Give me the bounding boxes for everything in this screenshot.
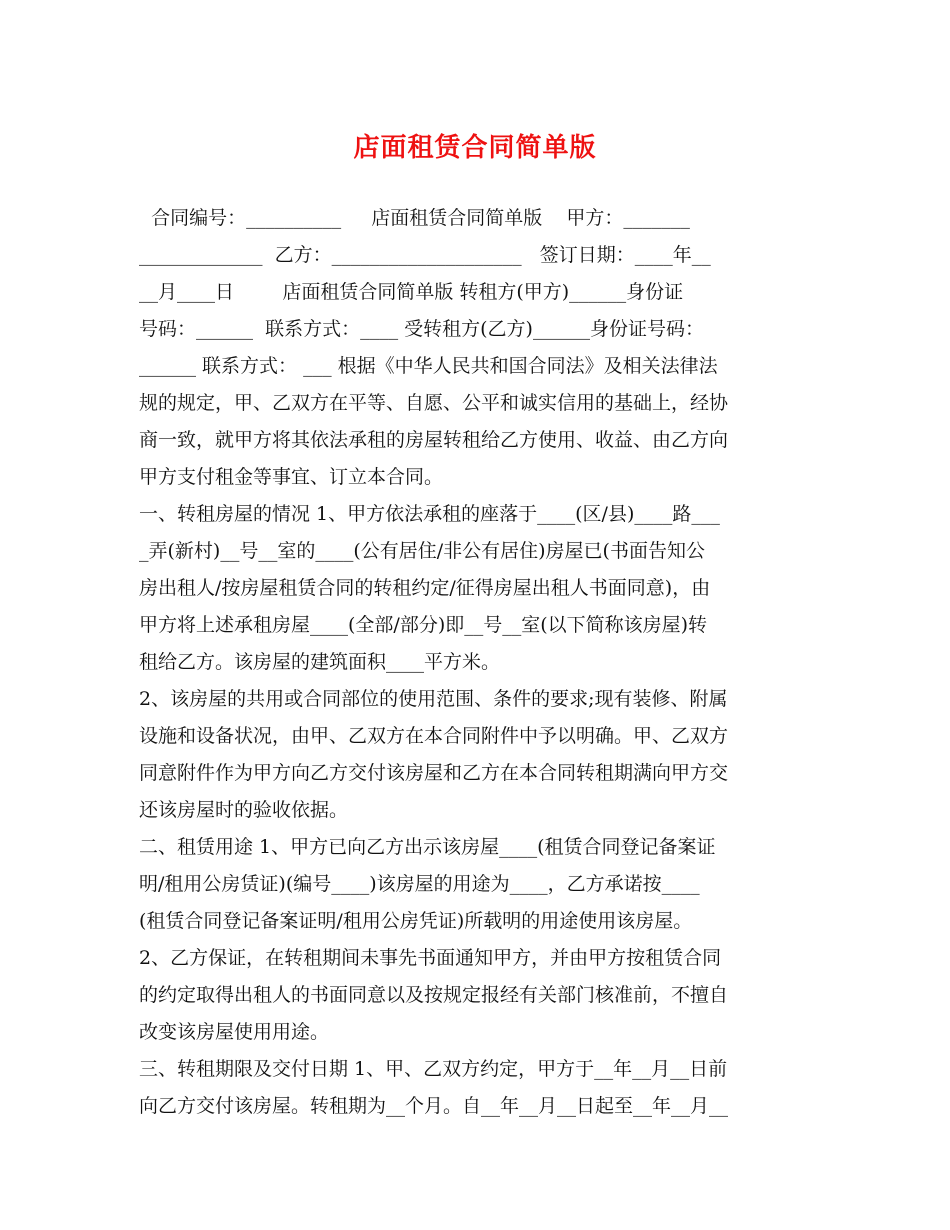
text-line: 2、该房屋的共用或合同部位的使用范围、条件的要求;现有装修、附属 bbox=[139, 688, 728, 710]
text-line: 设施和设备状况，由甲、乙双方在本合同附件中予以明确。甲、乙双方 bbox=[139, 725, 729, 747]
text-line: _____________ 乙方：____________________ 签订日期：____年__ bbox=[139, 244, 711, 266]
text-line: 号码：______ 联系方式：____ 受转租方(乙方)______身份证号码： bbox=[139, 318, 704, 340]
text-line: (租赁合同登记备案证明/租用公房凭证)所载明的用途使用该房屋。 bbox=[139, 910, 693, 932]
text-line: ______ 联系方式： ___ 根据《中华人民共和国合同法》及相关法律法 bbox=[139, 355, 718, 377]
text-line: 明/租用公房赁证)(编号____)该房屋的用途为____，乙方承诺按____ bbox=[139, 873, 700, 895]
text-line: 的约定取得出租人的书面同意以及按规定报经有关部门核准前，不擅自 bbox=[139, 984, 729, 1006]
text-line: 甲方将上述承租房屋____(全部/部分)即__号__室(以下简称该房屋)转 bbox=[139, 614, 708, 636]
text-line: 向乙方交付该房屋。转租期为__个月。自__年__月__日起至__年__月__ bbox=[139, 1095, 729, 1117]
document-body bbox=[139, 200, 814, 1125]
text-line: 规的规定，甲、乙双方在平等、自愿、公平和诚实信用的基础上，经协 bbox=[139, 392, 729, 414]
document-title: 店面租赁合同简单版 bbox=[353, 133, 597, 163]
text-line: 房出租人/按房屋租赁合同的转租约定/征得房屋出租人书面同意)，由 bbox=[139, 577, 711, 599]
text-line: __月____日 店面租赁合同简单版 转租方(甲方)______身份证 bbox=[139, 281, 684, 303]
text-line: _弄(新村)__号__室的____(公有居住/非公有居住)房屋已(书面告知公 bbox=[139, 540, 705, 562]
text-line: 租给乙方。该房屋的建筑面积____平方米。 bbox=[139, 651, 501, 673]
text-line: 2、乙方保证，在转租期间未事先书面通知甲方，并由甲方按租赁合同 bbox=[139, 947, 722, 969]
text-line: 还该房屋时的验收依据。 bbox=[139, 799, 349, 821]
text-line: 改变该房屋使用用途。 bbox=[139, 1021, 330, 1043]
text-line: 二、租赁用途 1、甲方已向乙方出示该房屋____(租赁合同登记备案证 bbox=[139, 836, 716, 858]
text-line: 合同编号：__________ 店面租赁合同简单版 甲方：_______ bbox=[139, 207, 690, 229]
text-line: 三、转租期限及交付日期 1、甲、乙双方约定，甲方于__年__月__日前 bbox=[139, 1058, 728, 1080]
text-line: 同意附件作为甲方向乙方交付该房屋和乙方在本合同转租期满向甲方交 bbox=[139, 762, 729, 784]
text-line: 甲方支付租金等事宜、订立本合同。 bbox=[139, 466, 444, 488]
text-line: 商一致，就甲方将其依法承租的房屋转租给乙方使用、收益、由乙方向 bbox=[139, 429, 729, 451]
text-line: 一、转租房屋的情况 1、甲方依法承租的座落于____(区/县)____路___ bbox=[139, 503, 720, 525]
